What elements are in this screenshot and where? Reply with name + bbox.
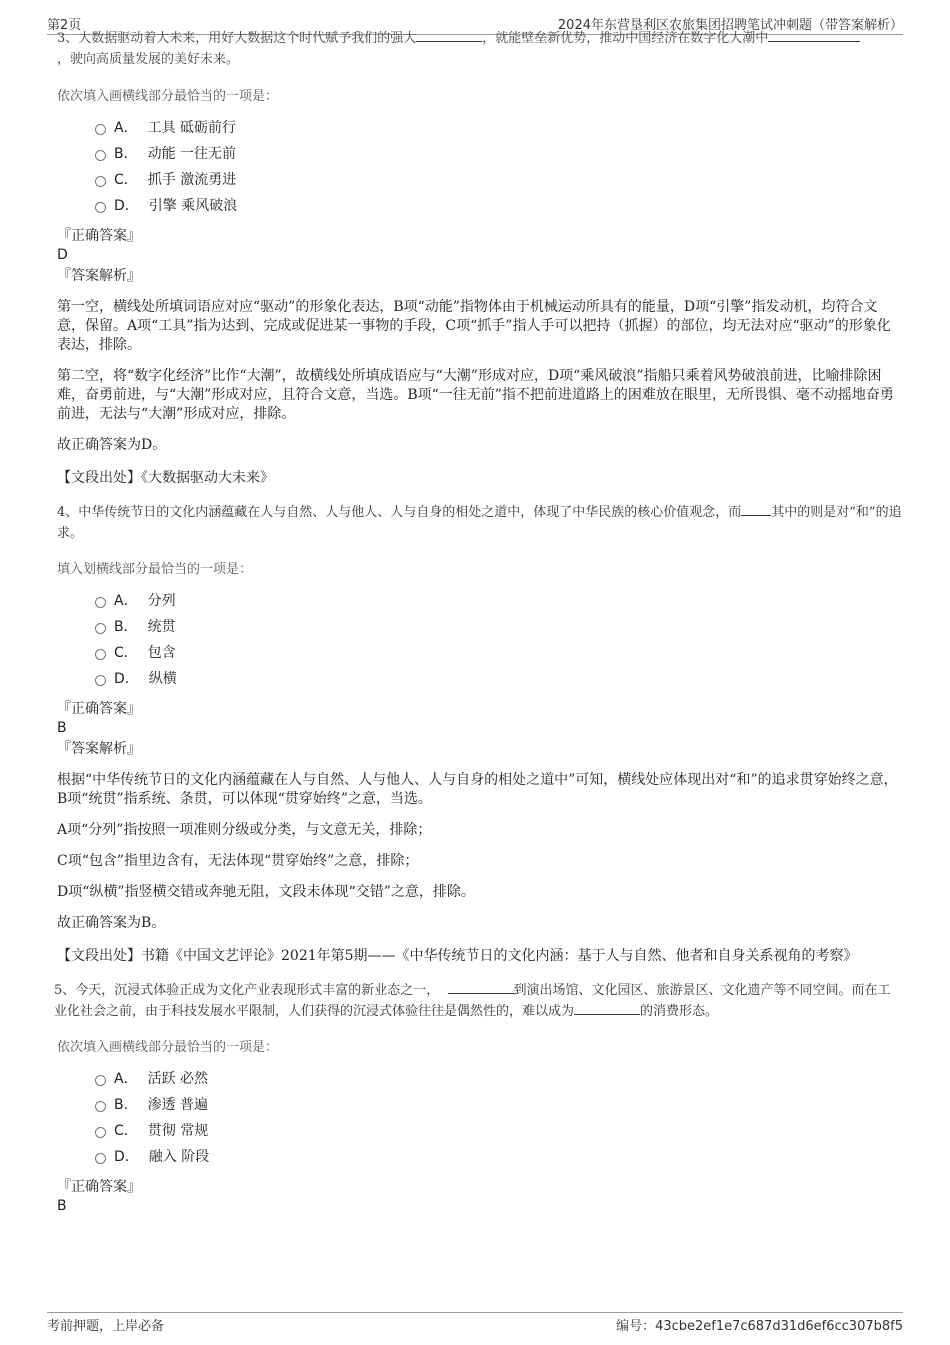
- analysis-paragraph: 第一空，横线处所填词语应对应“驱动”的形象化表达，B项“动能”指物体由于机械运动所具有的能量，D项“引擎”指发动机，均符合文意，保留。A项“工具”指为达到、完成或促进某一事物的手段，C项“抓手”指人手可以把持（抓握）的部位，均无法对应“驱动”的形象化表达，排除。: [57, 299, 891, 353]
- radio-icon[interactable]: [95, 150, 106, 161]
- document-title: 2024年东营垦利区农旅集团招聘笔试冲刺题（带答案解析）: [557, 18, 903, 33]
- analysis-label: 『答案解析』: [57, 741, 141, 757]
- radio-icon[interactable]: [95, 124, 106, 135]
- radio-icon[interactable]: [95, 623, 106, 634]
- question-prompt: 依次填入画横线部分最恰当的一项是：: [57, 1040, 279, 1055]
- radio-icon[interactable]: [95, 1075, 106, 1086]
- option-c[interactable]: C． 包含: [95, 639, 903, 665]
- analysis-paragraph: C项“包含”指里边含有，无法体现“贯穿始终”之意，排除；: [57, 853, 419, 869]
- option-b[interactable]: B． 渗透 普遍: [95, 1091, 903, 1117]
- answer-value: D: [57, 247, 68, 263]
- option-d[interactable]: D． 纵横: [95, 665, 903, 691]
- radio-icon[interactable]: [95, 649, 106, 660]
- question-prompt: 填入划横线部分最恰当的一项是：: [57, 562, 253, 577]
- question-4: [57, 502, 903, 966]
- option-d[interactable]: D． 引擎 乘风破浪: [95, 192, 903, 218]
- radio-icon[interactable]: [95, 1127, 106, 1138]
- answer-label: 『正确答案』: [57, 228, 141, 244]
- analysis-paragraph: 故正确答案为D。: [57, 437, 167, 453]
- question-5: [54, 980, 903, 1215]
- answer-label: 『正确答案』: [57, 701, 141, 717]
- analysis-paragraph: 第二空，将“数字化经济”比作“大潮”，故横线处所填成语应与“大潮”形成对应，D项“乘风破浪”指船只乘着风势破浪前进，比喻排除困难，奋勇前进，与“大潮”形成对应，且符合文意，当选。B项“一往无前”指不把前进道路上的困难放在眼里，无所畏惧、毫不动摇地奋勇前进，无法与“大潮”形成对应，排除。: [57, 368, 894, 422]
- option-a[interactable]: A． 分列: [95, 587, 903, 613]
- content: [54, 31, 903, 1215]
- source-citation: 【文段出处】《大数据驱动大未来》: [57, 470, 274, 486]
- question-stem: 5、今天，沉浸式体验正成为文化产业表现形式丰富的新业态之一， 到演出场馆、文化园区、旅游景区、文化遗产等不同空间。而在工业化社会之前，由于科技发展水平限制，人们获得的沉浸式体验往往是偶然性的，难以成为 的消费形态。: [54, 983, 891, 1019]
- radio-icon[interactable]: [95, 1101, 106, 1112]
- question-3: [57, 28, 903, 488]
- analysis-label: 『答案解析』: [57, 268, 141, 284]
- source-citation: 【文段出处】书籍《中国文艺评论》2021年第5期——《中华传统节日的文化内涵：基于人与自然、他者和自身关系视角的考察》: [57, 948, 858, 964]
- analysis-paragraph: D项“纵横”指竖横交错或奔驰无阻，文段未体现“交错”之意，排除。: [57, 884, 475, 900]
- option-a[interactable]: A． 工具 砥砺前行: [95, 114, 903, 140]
- answer-label: 『正确答案』: [57, 1179, 141, 1195]
- blank-line: [448, 981, 514, 994]
- question-prompt: 依次填入画横线部分最恰当的一项是：: [57, 89, 279, 104]
- option-b[interactable]: B． 统贯: [95, 613, 903, 639]
- question-stem: 3、大数据驱动着大未来，用好大数据这个时代赋予我们的强大 ，就能壁垒新优势，推动中国经济在数字化大潮中 ，驶向高质量发展的美好未来。: [57, 28, 903, 70]
- page-footer: [47, 1312, 903, 1335]
- radio-icon[interactable]: [95, 1153, 106, 1164]
- option-c[interactable]: C． 贯彻 常规: [95, 1117, 903, 1143]
- option-b[interactable]: B． 动能 一往无前: [95, 140, 903, 166]
- footer-slogan: 考前押题，上岸必备: [47, 1319, 165, 1334]
- blank-line: [416, 29, 482, 42]
- option-d[interactable]: D． 融入 阶段: [95, 1143, 903, 1169]
- radio-icon[interactable]: [95, 675, 106, 686]
- options: [95, 1065, 903, 1169]
- blank-line: [768, 29, 860, 42]
- blank-line: [741, 503, 771, 516]
- radio-icon[interactable]: [95, 176, 106, 187]
- analysis-paragraph: A项“分列”指按照一项准则分级或分类，与文意无关，排除；: [57, 822, 432, 838]
- blank-line: [574, 1002, 640, 1015]
- analysis-paragraph: 根据“中华传统节日的文化内涵蕴藏在人与自然、人与他人、人与自身的相处之道中”可知，横线处应体现出对“和”的追求贯穿始终之意，B项“统贯”指系统、条贯，可以体现“贯穿始终”之意，当选。: [57, 772, 898, 807]
- option-a[interactable]: A． 活跃 必然: [95, 1065, 903, 1091]
- options: [95, 587, 903, 691]
- options: [95, 114, 903, 218]
- radio-icon[interactable]: [95, 597, 106, 608]
- analysis-paragraph: 故正确答案为B。: [57, 915, 166, 931]
- radio-icon[interactable]: [95, 202, 106, 213]
- page-number: 第2页: [47, 18, 82, 33]
- document-id: 编号：43cbe2ef1e7c687d31d6ef6cc307b8f5: [616, 1319, 903, 1334]
- option-c[interactable]: C． 抓手 激流勇进: [95, 166, 903, 192]
- question-stem: 4、中华传统节日的文化内涵蕴藏在人与自然、人与他人、人与自身的相处之道中，体现了中华民族的核心价值观念，而 其中的则是对“和”的追求。: [57, 505, 902, 541]
- answer-value: B: [57, 1198, 67, 1214]
- answer-value: B: [57, 720, 67, 736]
